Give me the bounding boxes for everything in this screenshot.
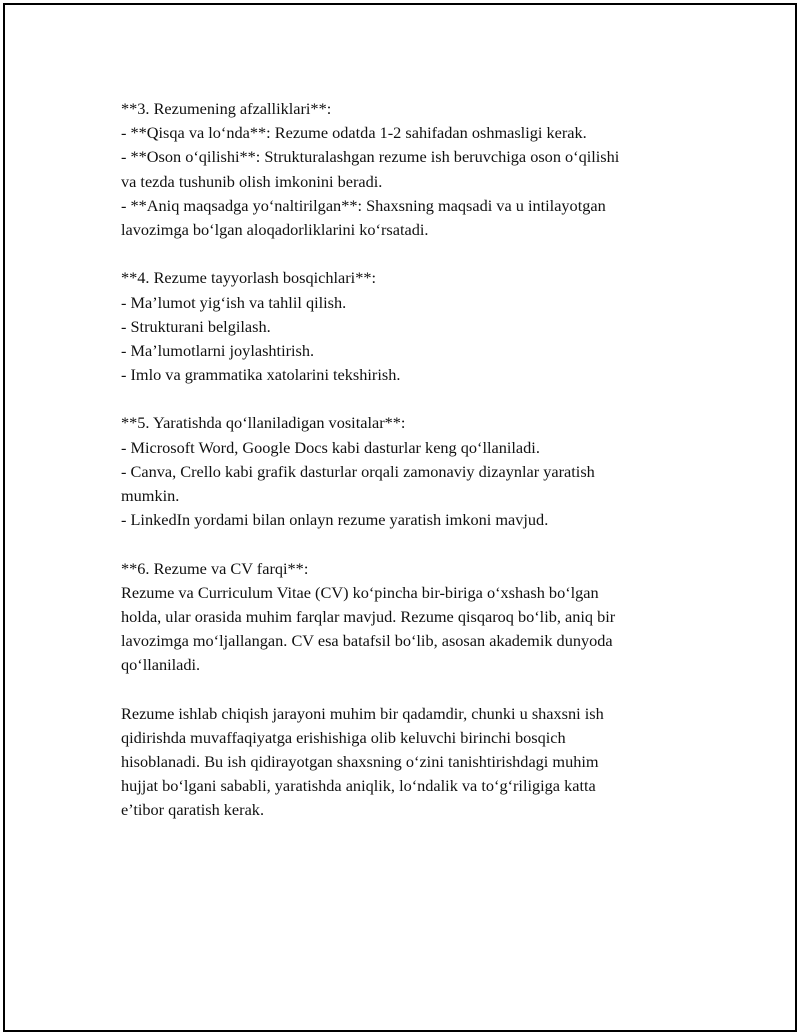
text-line: qo‘llaniladi. [121,655,201,675]
section-resume-vs-cv [121,557,701,678]
text-line: - **Qisqa va lo‘nda**: Rezume odatda 1-2 sahifadan oshmasligi kerak. [121,123,587,143]
text-line: holda, ular orasida muhim farqlar mavjud. Rezume qisqaroq bo‘lib, aniq bir [121,606,616,626]
section-heading: **5. Yaratishda qo‘llaniladigan vositalar**: [121,413,406,433]
text-line: - Canva, Crello kabi grafik dasturlar orqali zamonaviy dizaynlar yaratish [121,461,595,481]
section-advantages [121,97,701,242]
text-line: qidirishda muvaffaqiyatga erishishiga olib keluvchi birinchi bosqich [121,727,566,747]
text-line: Rezume ishlab chiqish jarayoni muhim bir qadamdir, chunki u shaxsni ish [121,703,604,723]
document-body [121,97,701,823]
document-page [3,3,797,1032]
text-line: lavozimga bo‘lgan aloqadorliklarini ko‘rsatadi. [121,219,429,239]
text-line: hisoblanadi. Bu ish qidirayotgan shaxsning o‘zini tanishtirishdagi muhim [121,752,599,772]
text-line: lavozimga mo‘ljallangan. CV esa batafsil bo‘lib, asosan akademik dunyoda [121,631,613,651]
paragraph-gap [121,532,701,556]
conclusion-paragraph [121,702,701,823]
paragraph-gap [121,678,701,702]
text-line: - Imlo va grammatika xatolarini tekshirish. [121,365,401,385]
text-line: - Ma’lumotlarni joylashtirish. [121,340,315,360]
text-line: - Strukturani belgilash. [121,316,271,336]
section-heading: **3. Rezumening afzalliklari**: [121,99,332,118]
text-line: va tezda tushunib olish imkonini beradi. [121,171,383,191]
text-line: mumkin. [121,486,180,505]
text-line: - **Aniq maqsadga yo‘naltirilgan**: Shaxsning maqsadi va u intilayotgan [121,195,606,215]
text-line: - Microsoft Word, Google Docs kabi dasturlar keng qo‘llaniladi. [121,437,540,457]
text-line: hujjat bo‘lgani sababli, yaratishda aniqlik, lo‘ndalik va to‘g‘riligiga katta [121,776,596,796]
text-line: - Ma’lumot yig‘ish va tahlil qilish. [121,292,347,312]
section-tools [121,411,701,532]
paragraph-gap [121,242,701,266]
section-heading: **4. Rezume tayyorlash bosqichlari**: [121,268,377,288]
section-preparation-stages [121,266,701,387]
text-line: - LinkedIn yordami bilan onlayn rezume yaratish imkoni mavjud. [121,510,549,530]
text-line: e’tibor qaratish kerak. [121,800,265,820]
section-heading: **6. Rezume va CV farqi**: [121,558,309,578]
text-line: Rezume va Curriculum Vitae (CV) ko‘pincha bir-biriga o‘xshash bo‘lgan [121,582,599,602]
text-line: - **Oson o‘qilishi**: Strukturalashgan rezume ish beruvchiga oson o‘qilishi [121,147,620,167]
paragraph-gap [121,387,701,411]
